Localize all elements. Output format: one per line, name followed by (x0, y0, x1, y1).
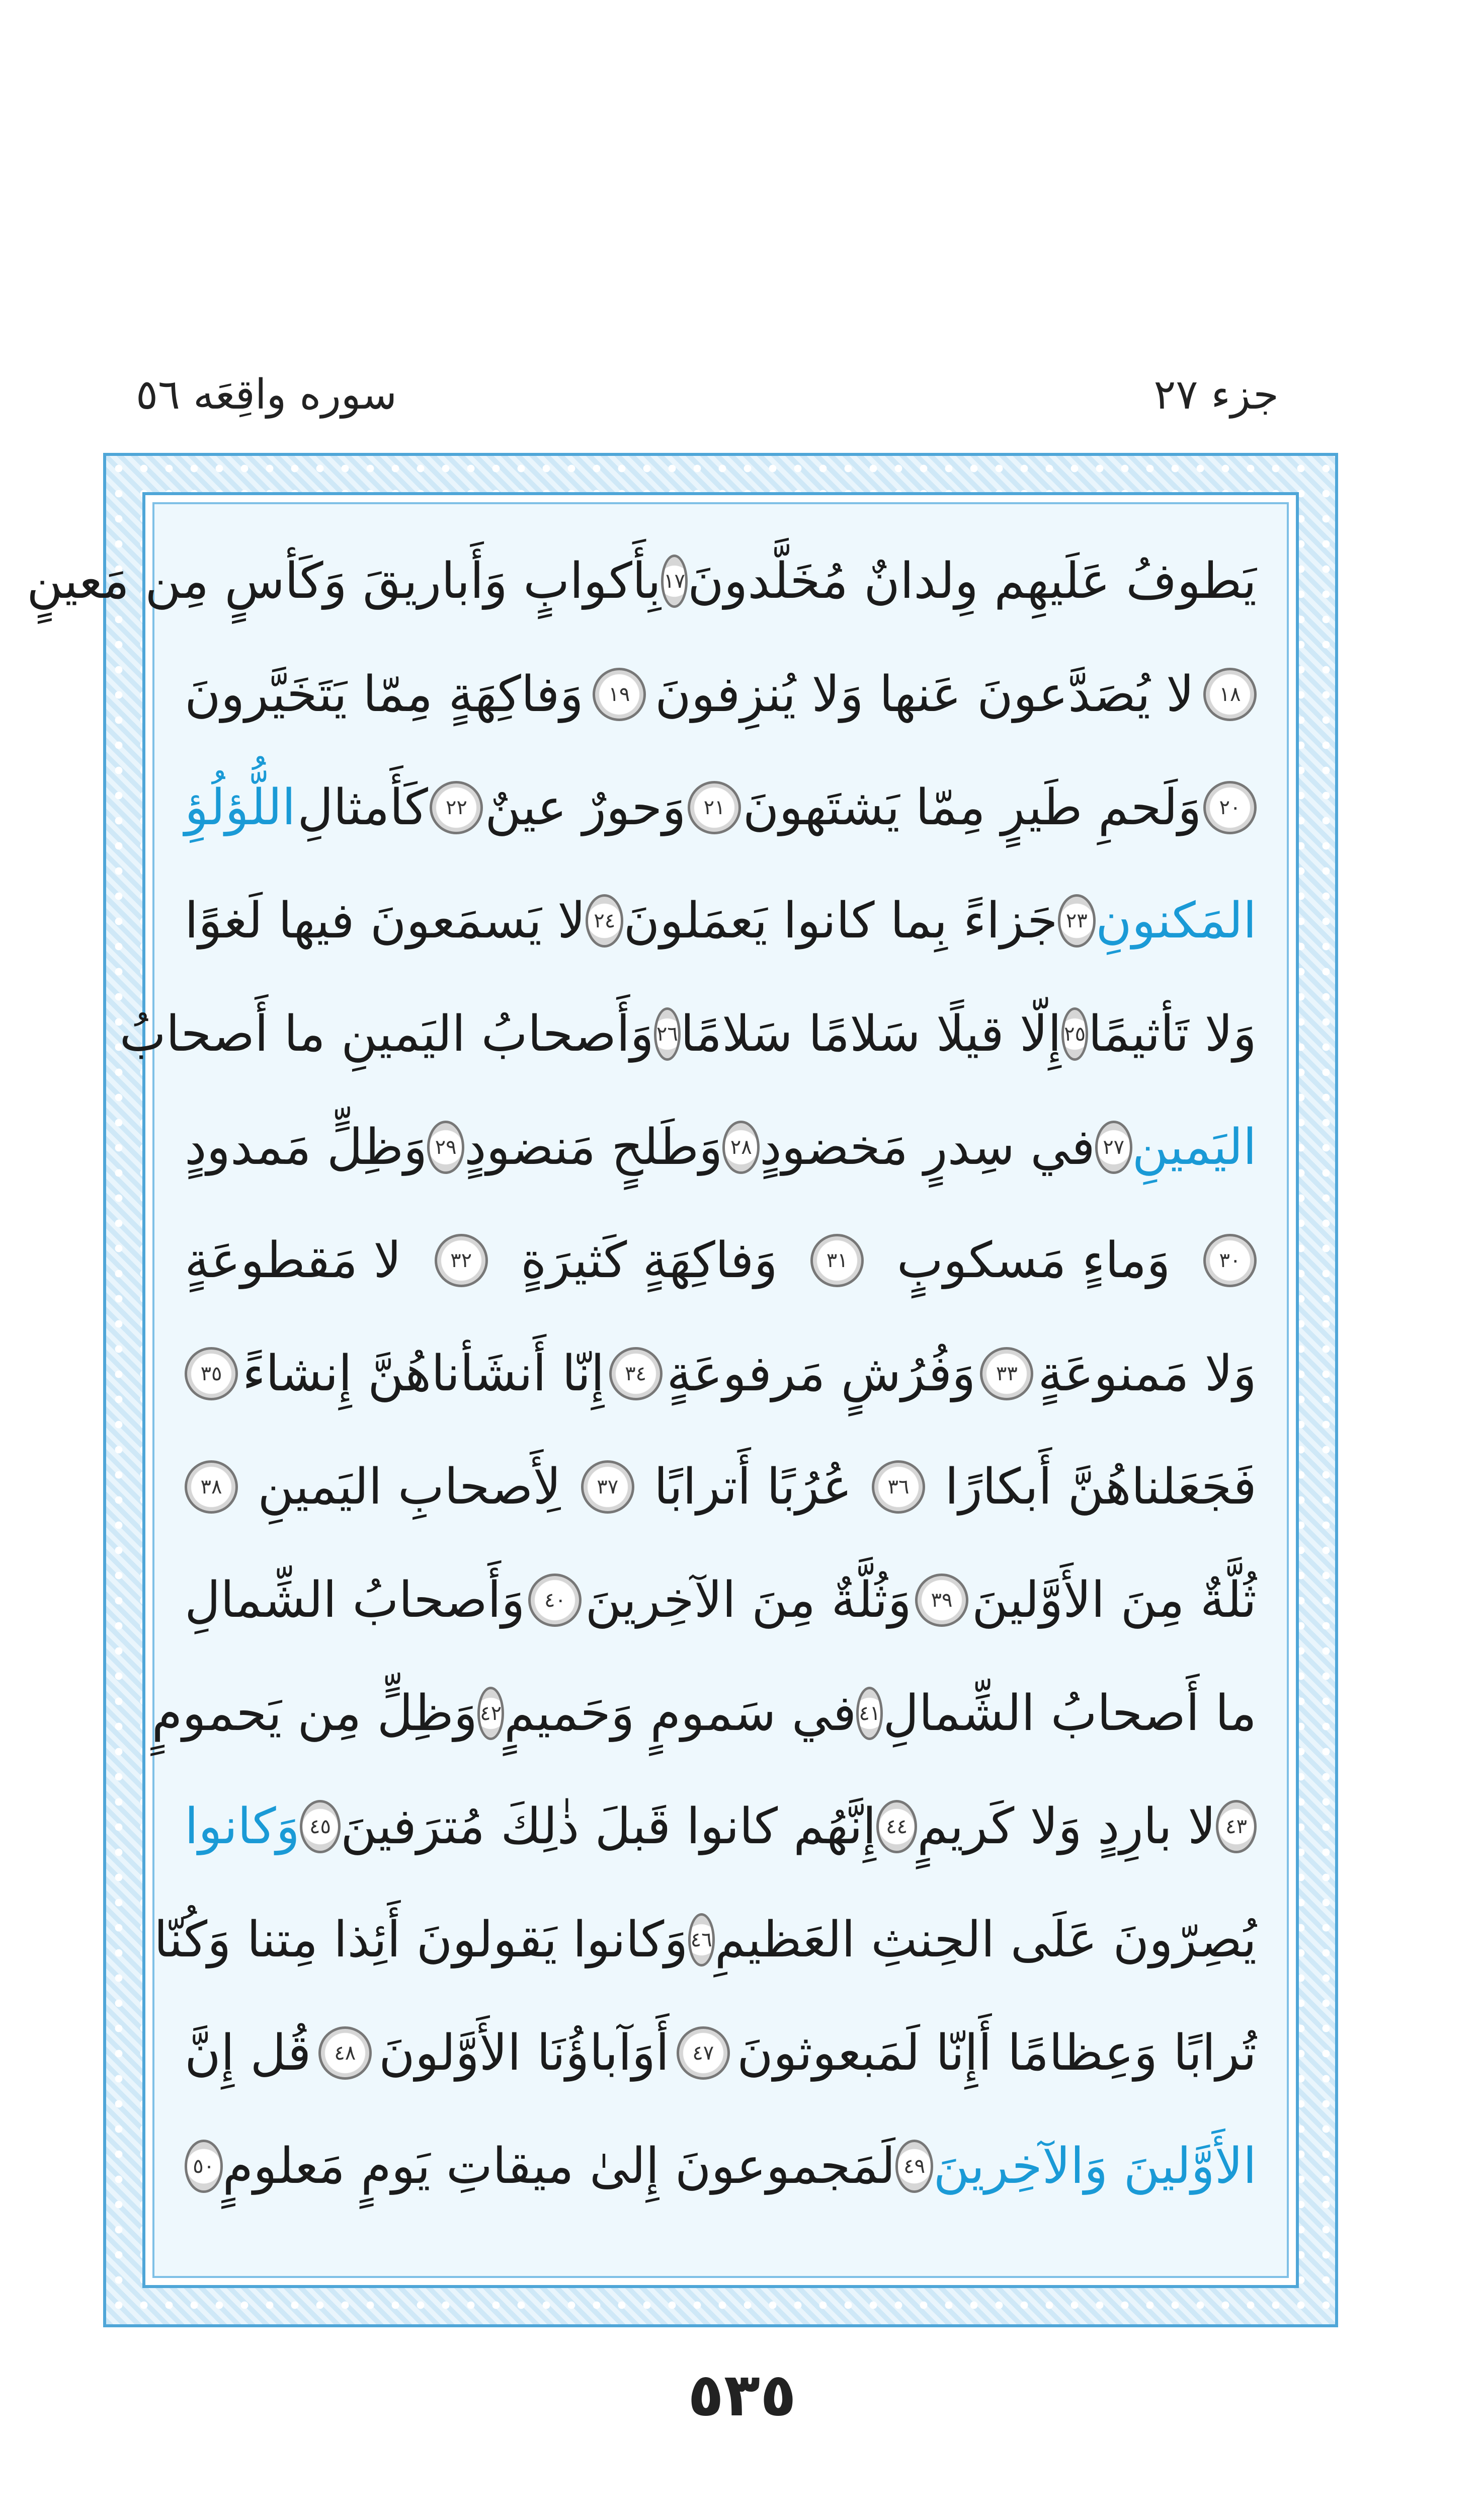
ayah-number-marker: ٢٢ (430, 781, 483, 834)
ayah-number-marker: ٤٢ (477, 1687, 504, 1740)
ayah-number-marker: ٣٤ (609, 1347, 663, 1400)
verse-text: وَفُرُشٍ مَرفوعَةٍ (667, 1345, 976, 1402)
verse-text: لِأَصحابِ اليَمينِ (258, 1458, 561, 1516)
verse-line (151, 1657, 1257, 1770)
ayah-number-marker: ٤٠ (528, 1574, 582, 1627)
verse-text: وَأَصحابُ اليَمينِ ما أَصحابُ (119, 1005, 654, 1063)
verse-line (185, 1996, 1257, 2109)
verse-text: إِنّا أَنشَأناهُنَّ إِنشاءً (242, 1345, 605, 1402)
ayah-number-marker: ٢٦ (654, 1007, 681, 1061)
verse-line (185, 1430, 1257, 1543)
verse-line (185, 1090, 1257, 1204)
verse-text: وَظِلٍّ مِن يَحمومٍ (151, 1684, 478, 1742)
ayah-number-marker: ٣٢ (435, 1234, 488, 1287)
ayah-number-marker: ٤٤ (876, 1800, 917, 1853)
ayah-number-marker: ٢٩ (427, 1121, 464, 1174)
ayah-number-marker: ١٨ (1203, 668, 1257, 721)
verse-text: تُرابًا وَعِظامًا أَإِنّا لَمَبعوثونَ (736, 2024, 1257, 2082)
verse-text: لا يُصَدَّعونَ عَنها وَلا يُنزِفونَ (654, 665, 1194, 723)
surah-header: سوره واقِعَه ٥٦ (136, 371, 397, 419)
text-panel (27, 502, 1289, 2278)
verse-text: يَطوفُ عَلَيهِم وِلدانٌ مُخَلَّدونَ (688, 552, 1257, 610)
verse-line (154, 1883, 1257, 1996)
ayah-number-marker: ١٩ (593, 668, 646, 721)
verse-text: وَظِلٍّ مَمدودٍ (185, 1118, 428, 1176)
verse-text: وَكانوا يَقولونَ أَئِذا مِتنا وَكُنّا (154, 1911, 688, 1969)
verse-text: وَلا مَمنوعَةٍ (1038, 1345, 1257, 1402)
page-number: ٥٣٥ (687, 2360, 797, 2429)
verse-text: وَأَصحابُ الشِّمالِ (185, 1571, 525, 1629)
verse-line (185, 638, 1257, 751)
verse-text: يُصِرّونَ عَلَى الحِنثِ العَظيمِ (714, 1911, 1257, 1969)
highlighted-verse-text: المَكنونِ (1095, 892, 1257, 950)
verse-lines (27, 524, 1287, 2223)
ayah-number-marker: ٤٨ (318, 2026, 372, 2080)
ayah-number-marker: ٣١ (810, 1234, 864, 1287)
highlighted-verse-text: اليَمينِ (1132, 1118, 1257, 1176)
ayah-number-marker: ٥٠ (185, 2140, 223, 2193)
ayah-number-marker: ٤٦ (688, 1913, 715, 1967)
verse-text: وَطَلحٍ مَنضودٍ (464, 1118, 723, 1176)
verse-text: لا بارِدٍ وَلا كَريمٍ (917, 1797, 1216, 1855)
verse-text: إِلّا قيلًا سَلامًا سَلامًا (680, 1005, 1062, 1063)
ayah-number-marker: ١٧ (661, 555, 688, 608)
verse-text: كَأَمثالِ (297, 778, 428, 836)
verse-text: في سَمومٍ وَحَميمٍ (504, 1684, 857, 1742)
ayah-number-marker: ٣٣ (980, 1347, 1033, 1400)
verse-text: ثُلَّةٌ مِنَ الأَوَّلينَ (971, 1571, 1257, 1629)
ayah-number-marker: ٣٦ (872, 1460, 925, 1514)
verse-line (185, 1770, 1257, 1883)
highlighted-verse-text: وَكانوا (184, 1797, 300, 1855)
verse-line (119, 977, 1257, 1090)
verse-line (185, 1204, 1257, 1317)
highlighted-verse-text: اللُّؤلُؤِ (185, 778, 296, 836)
ayah-number-marker: ٢٧ (1095, 1121, 1132, 1174)
verse-text: وَثُلَّةٌ مِنَ الآخِرينَ (585, 1571, 912, 1629)
verse-text: جَزاءً بِما كانوا يَعمَلونَ (623, 892, 1058, 950)
verse-text: لا يَسمَعونَ فيها لَغوًا (185, 892, 586, 950)
verse-text: لا مَقطوعَةٍ (185, 1231, 402, 1289)
ayah-number-marker: ٣٥ (185, 1347, 238, 1400)
verse-line (185, 1317, 1257, 1430)
verse-line (185, 864, 1257, 977)
verse-line (185, 2109, 1257, 2223)
verse-text: وَلا تَأثيمًا (1088, 1005, 1257, 1063)
ayah-number-marker: ٤٥ (300, 1800, 341, 1853)
ayah-number-marker: ٢٨ (722, 1121, 760, 1174)
verse-text: وَحورٌ عينٌ (484, 778, 686, 836)
ayah-number-marker: ٣٧ (581, 1460, 634, 1514)
verse-line (27, 524, 1257, 638)
highlighted-verse-text: الأَوَّلينَ وَالآخِرينَ (933, 2137, 1257, 2195)
verse-text: لَمَجموعونَ إِلىٰ ميقاتِ يَومٍ مَعلومٍ (222, 2137, 895, 2195)
ayah-number-marker: ٣٨ (185, 1460, 238, 1514)
verse-text: قُل إِنَّ (185, 2024, 311, 2082)
verse-text: وَماءٍ مَسكوبٍ (896, 1231, 1171, 1289)
ayah-number-marker: ٤٧ (677, 2026, 730, 2080)
ayah-number-marker: ٤٣ (1216, 1800, 1257, 1853)
verse-text: وَفاكِهَةٍ كَثيرَةٍ (521, 1231, 778, 1289)
inner-frame (27, 492, 1299, 2288)
ayah-number-marker: ٢٣ (1058, 894, 1096, 948)
ayah-number-marker: ٤٩ (895, 2140, 934, 2193)
juz-header: جزء ٢٧ (1153, 371, 1279, 419)
verse-line (185, 751, 1257, 864)
ayah-number-marker: ٢٤ (586, 894, 623, 948)
verse-text: بِأَكوابٍ وَأَباريقَ وَكَأسٍ مِن مَعينٍ (27, 552, 662, 610)
verse-line (185, 1543, 1257, 1657)
verse-text: إِنَّهُم كانوا قَبلَ ذٰلِكَ مُترَفينَ (341, 1797, 877, 1855)
ayah-number-marker: ٣٩ (915, 1574, 968, 1627)
verse-text: في سِدرٍ مَخضودٍ (760, 1118, 1095, 1176)
ayah-number-marker: ٤١ (856, 1687, 883, 1740)
verse-text: فَجَعَلناهُنَّ أَبكارًا (945, 1458, 1257, 1516)
verse-text: ما أَصحابُ الشِّمالِ (883, 1684, 1257, 1742)
verse-text: وَفاكِهَةٍ مِمّا يَتَخَيَّرونَ (185, 665, 584, 723)
ayah-number-marker: ٣٠ (1203, 1234, 1257, 1287)
ayah-number-marker: ٢٠ (1203, 781, 1257, 834)
verse-text: وَلَحمِ طَيرٍ مِمّا يَشتَهونَ (743, 778, 1202, 836)
ayah-number-marker: ٢٥ (1061, 1007, 1088, 1061)
verse-text: أَوَآباؤُنَا الأَوَّلونَ (379, 2024, 670, 2082)
verse-text: عُرُبًا أَترابًا (653, 1458, 852, 1516)
ayah-number-marker: ٢١ (688, 781, 741, 834)
decorative-border-frame (27, 453, 1338, 2327)
